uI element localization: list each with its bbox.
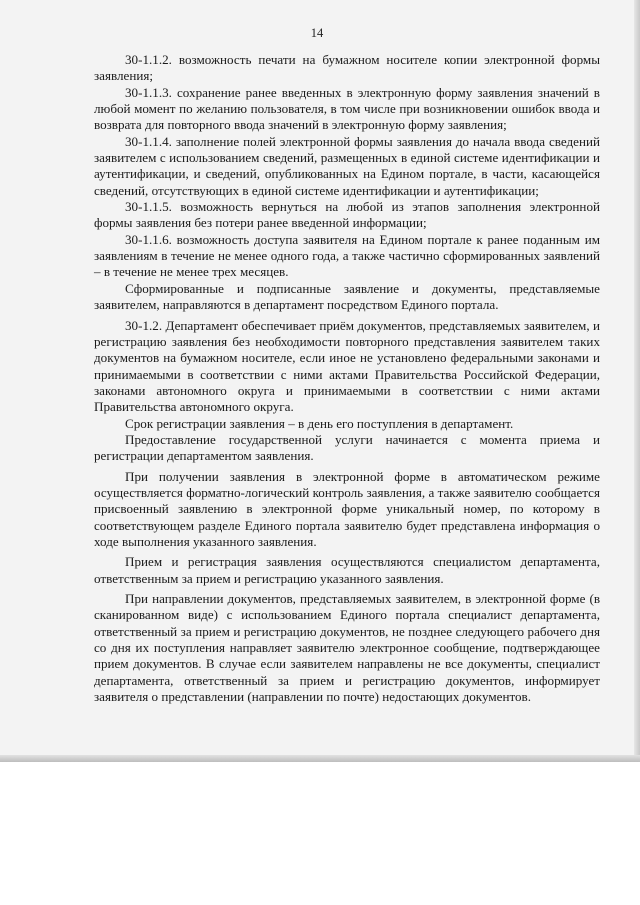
page-number: 14 [310,26,324,40]
paragraph-30-1-1-5: 30-1.1.5. возможность вернуться на любой из этапов заполнения электронной формы заявления без потери ранее введенной информации; [94,199,600,231]
paragraph-30-1-2: 30-1.2. Департамент обеспечивает приём документов, представляемых заявителем, и регистрацию заявления без необходимости повторного представления заявителем таких документов на бумажном носителе, если иное не установлено федеральными законами и принимаемыми в соответствии с ними актами Правительства Российской Федерации, законами автономного округа и принимаемыми в соответствии с ними актами Правительства автономного округа. [94,317,600,415]
paragraph-registration-term: Срок регистрации заявления – в день его поступления в департамент. [125,415,514,431]
paragraph-30-1-1-2: 30-1.1.2. возможность печати на бумажном носителе копии электронной формы заявления; [94,52,600,84]
paragraph-formed-applications: Сформированные и подписанные заявление и документы, представляемые заявителем, направляются в департамент посредством Единого портала. [94,280,600,313]
paragraph-30-1-1-4: 30-1.1.4. заполнение полей электронной формы заявления до начала ввода сведений заявителем с использованием сведений, размещенных в единой системе идентификации и аутентификации, и сведений, опубликованных на Едином портале, в части, касающейся сведений, отсутствующих в единой системе идентификации и аутентификации; [94,133,600,198]
document-body [94,52,600,705]
paragraph-electronic-receipt: При получении заявления в электронной форме в автоматическом режиме осуществляется форматно-логический контроль заявления, а также заявителю сообщается присвоенный заявлению в электронной форме уникальный номер, по которому в соответствующем разделе Единого портала заявителю будет представлена информация о ходе выполнения указанного заявления. [94,468,600,549]
paragraph-scanned-documents: При направлении документов, представляемых заявителем, в электронной форме (в сканированном виде) с использованием Единого портала специалист департамента, ответственный за прием и регистрацию документов, не позднее следующего рабочего дня со дня их поступления направляет заявителю электронное сообщение, подтверждающее прием документов. В случае если заявителем направлены не все документы, специалист департамента, ответственный за прием и регистрацию документов, информирует заявителя о представлении (направлении по почте) недостающих документов. [94,591,600,705]
paragraph-30-1-1-3: 30-1.1.3. сохранение ранее введенных в электронную форму заявления значений в любой момент по желанию пользователя, в том числе при возникновении ошибок ввода и возврата для повторного ввода значений в электронную форму заявления; [94,84,600,133]
scan-edge-right [634,0,640,762]
paragraph-30-1-1-6: 30-1.1.6. возможность доступа заявителя на Едином портале к ранее поданным им заявлениям в течение не менее одного года, а также частично сформированных заявлений – в течение не менее трех месяцев. [94,231,600,280]
paragraph-service-start: Предоставление государственной услуги начинается с момента приема и регистрации департаментом заявления. [94,431,600,464]
scan-edge-bottom [0,755,640,762]
paragraph-reception-registration: Прием и регистрация заявления осуществляются специалистом департамента, ответственным за прием и регистрацию указанного заявления. [94,554,600,586]
